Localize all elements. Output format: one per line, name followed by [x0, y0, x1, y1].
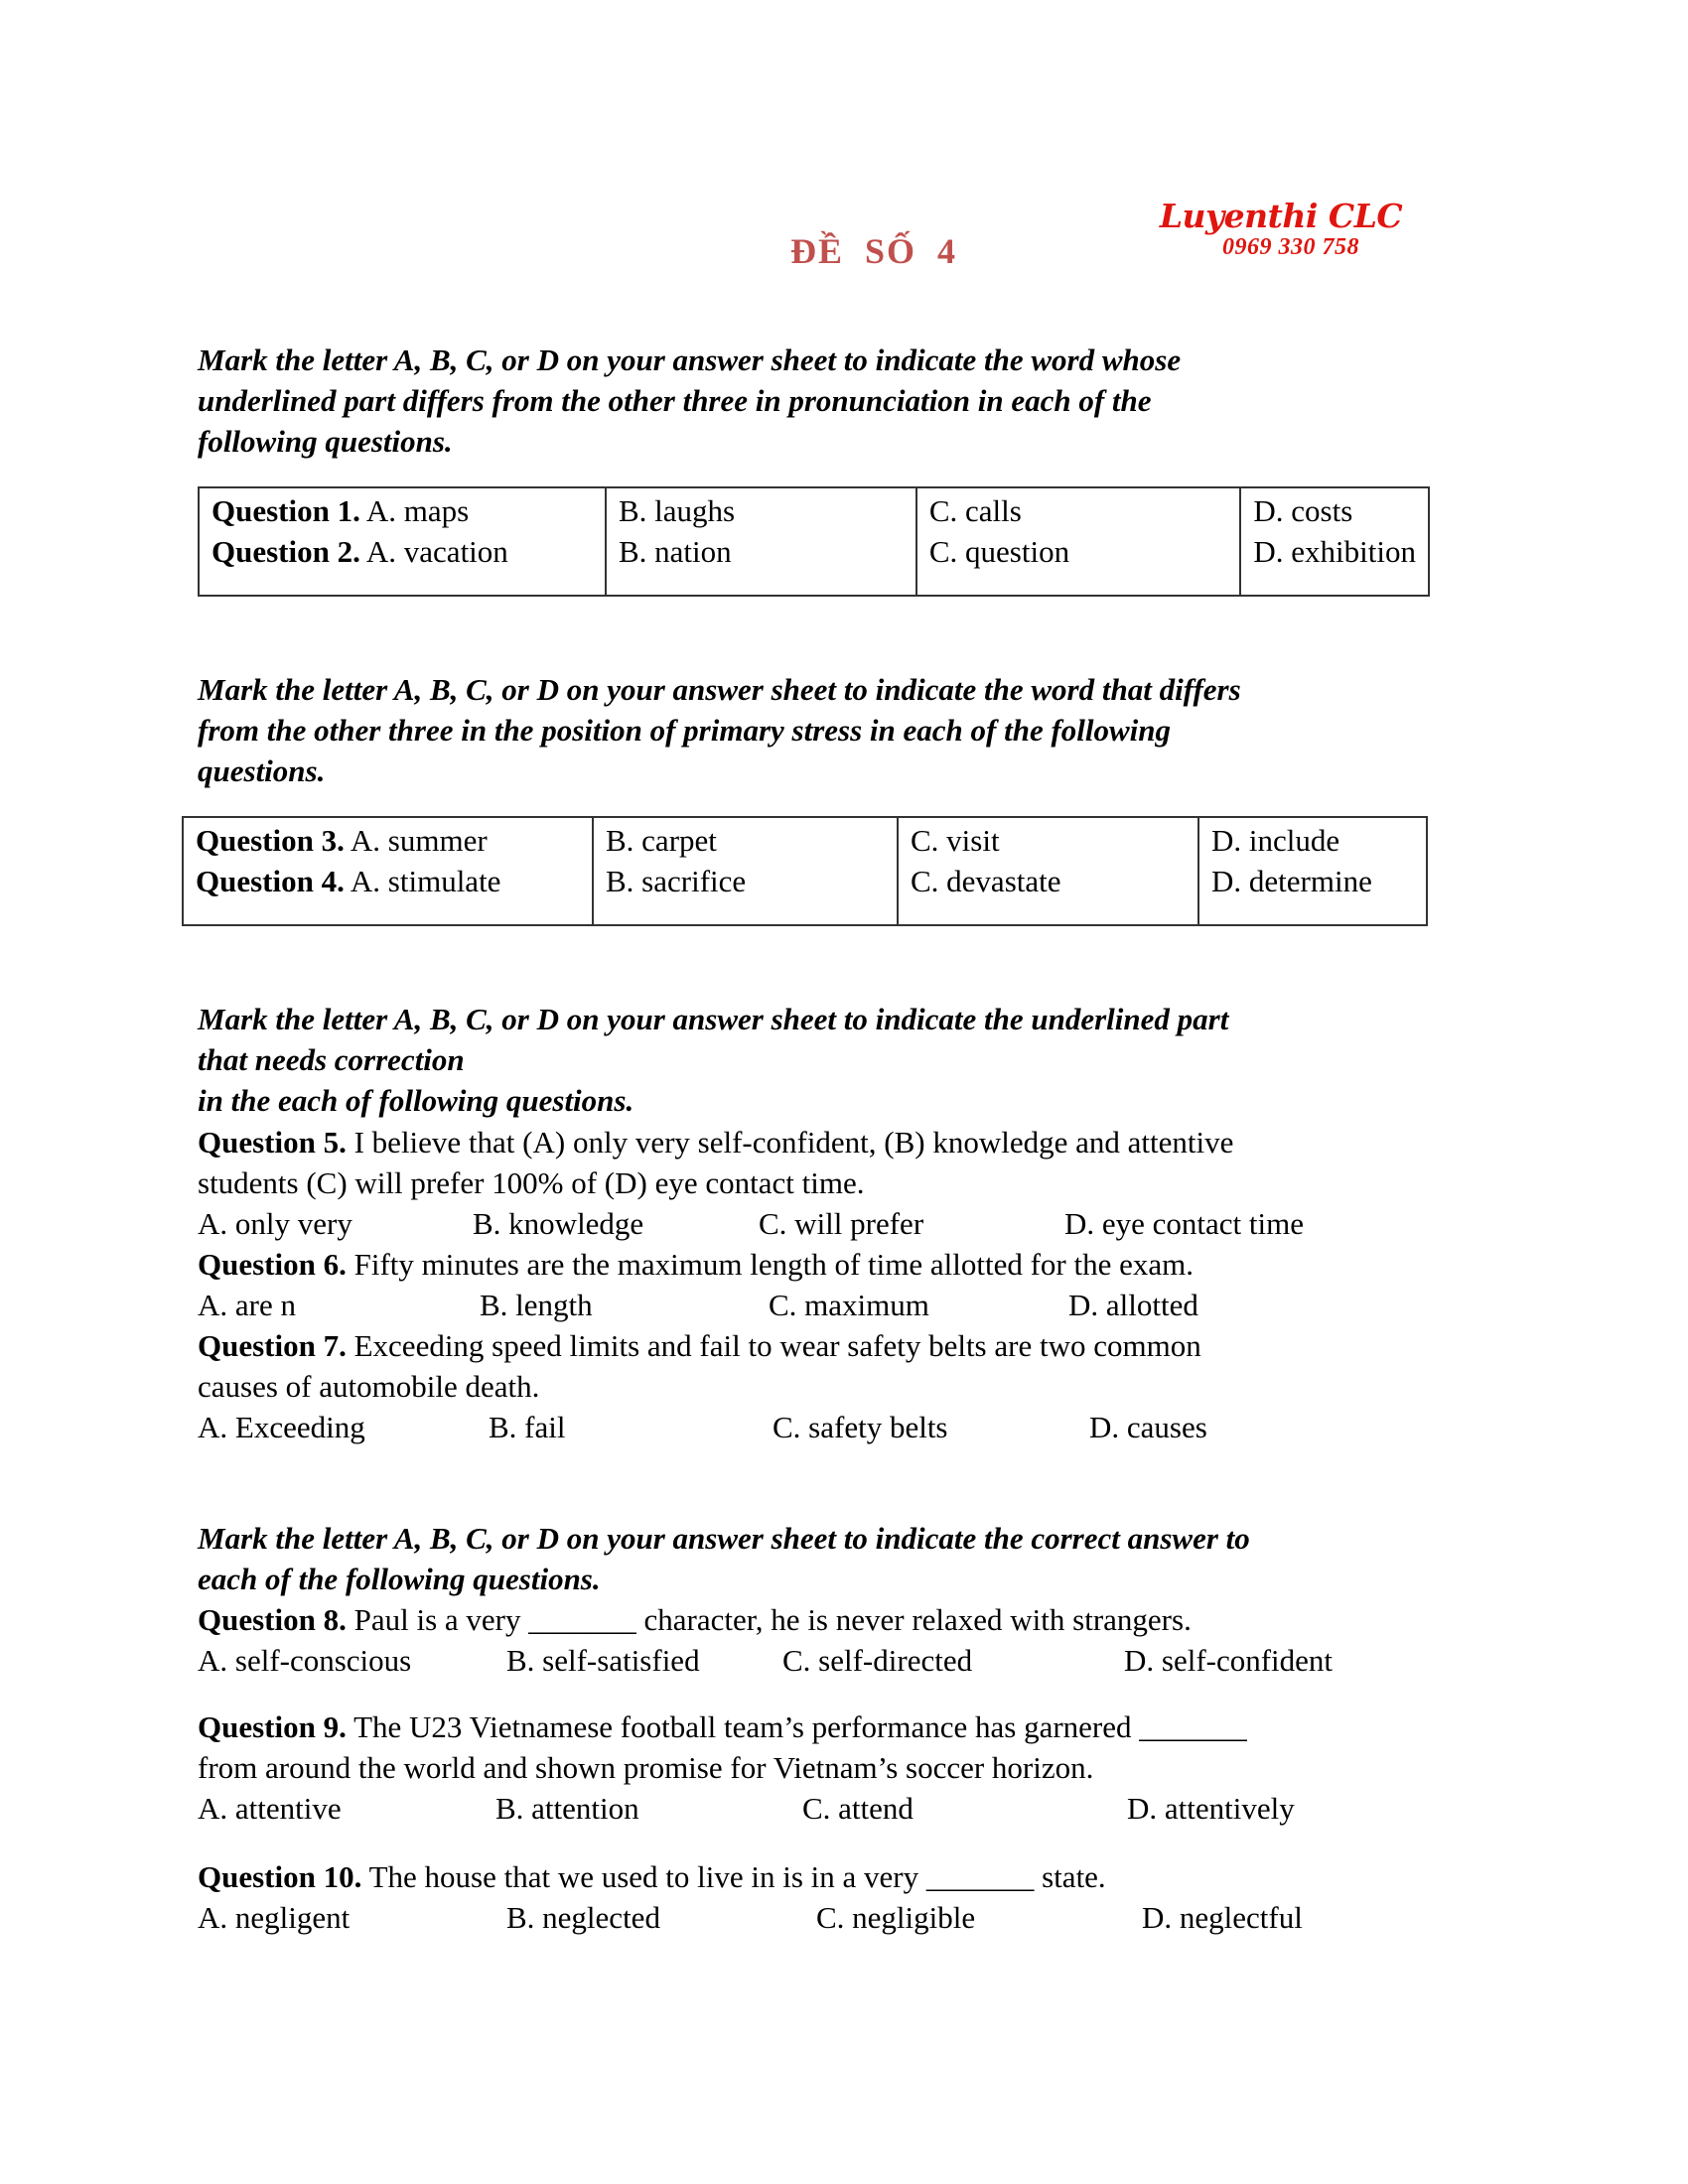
question-10-option-d: D. neglectful — [1142, 1900, 1303, 1935]
pronunciation-table — [198, 486, 1430, 597]
instruction-line: underlined part differs from the other three in pronunciation in each of the — [198, 383, 1152, 418]
table-cell-c — [916, 487, 1241, 596]
question-text: I believe that (A) only very self-confident, (B) knowledge and attentive — [353, 1125, 1234, 1160]
table-cell-c — [898, 817, 1198, 925]
question-9-text-cont: from around the world and shown promise for Vietnam’s soccer horizon. — [198, 1750, 1094, 1785]
section-3-instruction — [198, 999, 1228, 1121]
instruction-line: Mark the letter A, B, C, or D on your answer sheet to indicate the correct answer to — [198, 1521, 1250, 1556]
question-label: Question 7. — [198, 1328, 347, 1363]
option-a: A. vacation — [365, 534, 508, 569]
stress-table — [182, 816, 1428, 926]
question-label: Question 3. — [196, 823, 345, 858]
section-4-instruction — [198, 1518, 1250, 1599]
instruction-line: that needs correction — [198, 1042, 465, 1077]
question-7-option-c: C. safety belts — [773, 1410, 948, 1444]
table-cell-a — [199, 487, 606, 596]
question-label: Question 5. — [198, 1125, 347, 1160]
question-9-option-b: B. attention — [495, 1791, 639, 1826]
question-1-a — [211, 490, 593, 531]
question-9-option-d: D. attentively — [1127, 1791, 1295, 1826]
question-label: Question 1. — [211, 493, 360, 528]
table-cell-d — [1198, 817, 1427, 925]
question-5-option-b: B. knowledge — [473, 1206, 644, 1241]
question-4-b: B. sacrifice — [606, 864, 747, 898]
question-8-option-b: B. self-satisfied — [506, 1643, 700, 1678]
question-2-b: B. nation — [618, 534, 732, 569]
table-cell-b — [593, 817, 898, 925]
option-a: A. summer — [350, 823, 488, 858]
instruction-line: following questions. — [198, 424, 453, 459]
question-3-b: B. carpet — [606, 823, 717, 858]
question-label: Question 9. — [198, 1709, 347, 1744]
table-cell-a — [183, 817, 593, 925]
question-label: Question 2. — [211, 534, 360, 569]
question-9-option-c: C. attend — [802, 1791, 914, 1826]
question-5-option-c: C. will prefer — [759, 1206, 924, 1241]
option-a: A. stimulate — [350, 864, 501, 898]
question-5-option-a: A. only very — [198, 1206, 352, 1241]
question-4-a — [196, 861, 580, 901]
option-a: A. maps — [365, 493, 470, 528]
question-7-text — [198, 1325, 1201, 1366]
question-4-d: D. determine — [1211, 864, 1372, 898]
section-1-instruction — [198, 340, 1181, 462]
question-3-a — [196, 820, 580, 861]
question-7-text-cont: causes of automobile death. — [198, 1369, 540, 1404]
question-10-text — [198, 1856, 1106, 1897]
question-8-option-a: A. self-conscious — [198, 1643, 412, 1678]
question-9-text — [198, 1706, 1247, 1747]
question-8-option-d: D. self-confident — [1124, 1643, 1334, 1678]
question-2-c: C. question — [928, 534, 1070, 569]
instruction-line: in the each of following questions. — [198, 1083, 634, 1118]
section-2-instruction — [198, 669, 1241, 791]
instruction-line: Mark the letter A, B, C, or D on your answer sheet to indicate the word that differs — [198, 672, 1241, 707]
question-text: Paul is a very _______ character, he is never relaxed with strangers. — [353, 1602, 1192, 1637]
question-6-option-b: B. length — [480, 1288, 593, 1322]
brand-logo — [1132, 197, 1430, 266]
question-label: Question 6. — [198, 1247, 347, 1282]
table-cell-b — [606, 487, 916, 596]
question-text: The U23 Vietnamese football team’s performance has garnered _______ — [353, 1709, 1247, 1744]
brand-logo-name: Luyenthi CLC — [1159, 197, 1403, 235]
question-4-c: C. devastate — [911, 864, 1061, 898]
question-5-option-d: D. eye contact time — [1064, 1206, 1305, 1241]
question-text: Exceeding speed limits and fail to wear safety belts are two common — [353, 1328, 1201, 1363]
exam-title: ĐỀ SỐ 4 — [790, 231, 958, 271]
question-5-text — [198, 1122, 1233, 1162]
instruction-line: each of the following questions. — [198, 1562, 601, 1596]
question-6-option-c: C. maximum — [769, 1288, 929, 1322]
question-6-text — [198, 1244, 1194, 1285]
brand-logo-phone: 0969 330 758 — [1222, 234, 1359, 260]
question-10-option-c: C. negligible — [816, 1900, 976, 1935]
instruction-line: questions. — [198, 753, 326, 788]
question-3-d: D. include — [1211, 823, 1340, 858]
instruction-line: Mark the letter A, B, C, or D on your answer sheet to indicate the word whose — [198, 342, 1182, 377]
question-3-c: C. visit — [911, 823, 1000, 858]
question-8-option-c: C. self-directed — [782, 1643, 973, 1678]
question-10-option-a: A. negligent — [198, 1900, 351, 1935]
question-text: The house that we used to live in is in a very _______ state. — [368, 1859, 1106, 1894]
question-text: Fifty minutes are the maximum length of time allotted for the exam. — [353, 1247, 1195, 1282]
question-1-d: D. costs — [1253, 493, 1353, 528]
question-6-option-a: A. are n — [198, 1288, 296, 1322]
question-7-option-b: B. fail — [489, 1410, 566, 1444]
question-5-text-cont: students (C) will prefer 100% of (D) eye contact time. — [198, 1165, 865, 1200]
question-9-option-a: A. attentive — [198, 1791, 342, 1826]
question-6-option-d: D. allotted — [1068, 1288, 1198, 1322]
question-label: Question 8. — [198, 1602, 347, 1637]
question-10-option-b: B. neglected — [506, 1900, 660, 1935]
question-2-a — [211, 531, 593, 572]
table-cell-d — [1240, 487, 1429, 596]
question-1-b: B. laughs — [618, 493, 736, 528]
instruction-line: from the other three in the position of primary stress in each of the following — [198, 713, 1172, 748]
question-8-text — [198, 1599, 1192, 1640]
question-label: Question 4. — [196, 864, 345, 898]
question-2-d: D. exhibition — [1253, 534, 1416, 569]
question-7-option-a: A. Exceeding — [198, 1410, 365, 1444]
instruction-line: Mark the letter A, B, C, or D on your answer sheet to indicate the underlined part — [198, 1002, 1229, 1036]
question-7-option-d: D. causes — [1089, 1410, 1207, 1444]
question-1-c: C. calls — [928, 493, 1022, 528]
question-label: Question 10. — [198, 1859, 362, 1894]
